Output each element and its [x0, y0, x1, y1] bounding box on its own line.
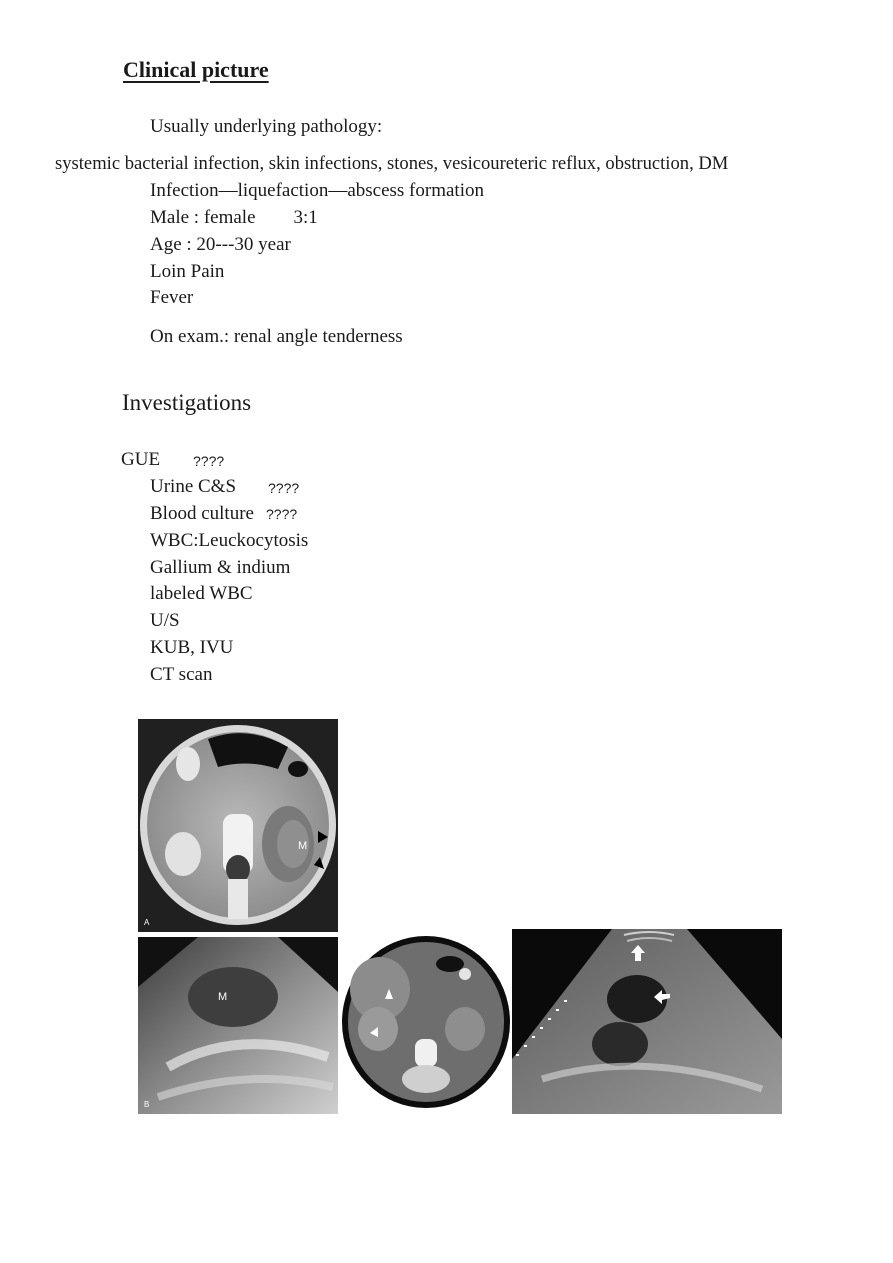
- ultrasound-image-d: [512, 929, 782, 1114]
- ultrasound-image-b: [138, 937, 338, 1114]
- gue-note: ????: [193, 453, 225, 469]
- clinical-line-2: Male : female 3:1: [150, 207, 318, 228]
- ct-scan-image-c: [340, 929, 512, 1114]
- investigation-item-ct: CT scan: [150, 664, 213, 685]
- clinical-line-1: Infection—liquefaction—abscess formation: [150, 180, 484, 201]
- exam-text: On exam.: renal angle tenderness: [150, 326, 403, 347]
- ct-letter-label: A: [144, 918, 150, 927]
- investigation-item-gallium: Gallium & indium: [150, 557, 291, 578]
- clinical-line-5: Fever: [150, 287, 194, 308]
- investigations-heading: Investigations: [122, 390, 252, 415]
- urine-note: ????: [268, 480, 300, 496]
- investigation-item-wbc: WBC:Leuckocytosis: [150, 530, 309, 551]
- ct-scan-image-a: [138, 719, 338, 932]
- investigation-item-labeled: labeled WBC: [150, 583, 253, 604]
- clinical-line-4: Loin Pain: [150, 261, 225, 282]
- urine-label: Urine C&S: [150, 476, 237, 497]
- investigation-item-us: U/S: [150, 610, 180, 631]
- blood-note: ????: [266, 506, 298, 522]
- investigation-item-kub: KUB, IVU: [150, 637, 234, 658]
- gue-label: GUE: [121, 449, 161, 470]
- us-letter-label: B: [144, 1100, 150, 1109]
- blood-label: Blood culture: [150, 503, 254, 524]
- clinical-line-3: Age : 20---30 year: [150, 234, 291, 255]
- intro-text: Usually underlying pathology:: [150, 116, 383, 137]
- clinical-heading: Clinical picture: [123, 57, 269, 82]
- us-mass-label: M: [218, 991, 228, 1003]
- causes-text: systemic bacterial infection, skin infections, stones, vesicoureteric reflux, obstruction, DM: [55, 153, 729, 174]
- ct-mass-label: M: [298, 840, 308, 852]
